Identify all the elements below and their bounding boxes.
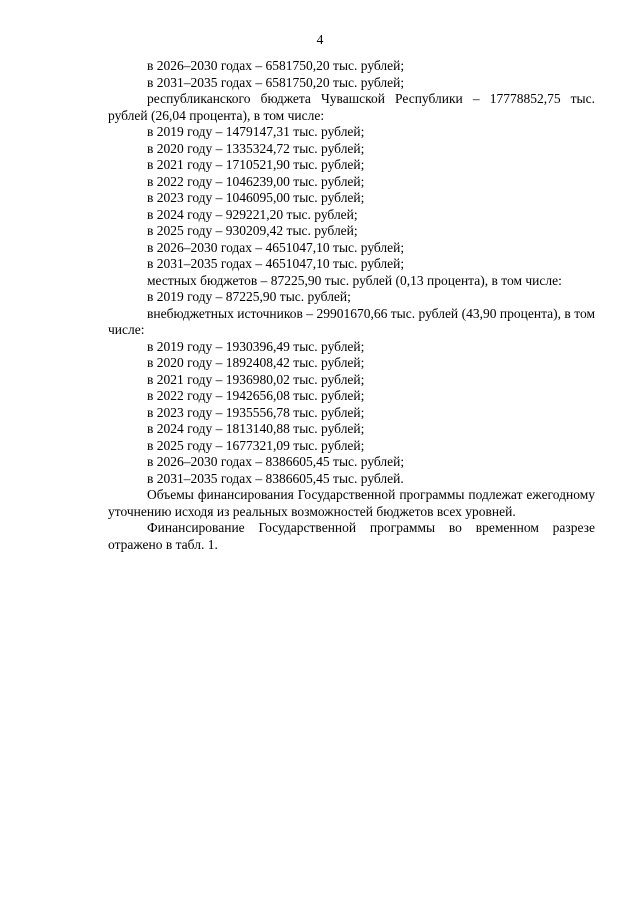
- funding-line: в 2022 году – 1046239,00 тыс. рублей;: [147, 173, 365, 189]
- volumes-note-paragraph: Объемы финансирования Государственной программы подлежат ежегодному уточнению исходя из реальных возможностей бюджетов всех уровней.: [108, 487, 595, 519]
- funding-line: в 2020 году – 1335324,72 тыс. рублей;: [147, 140, 365, 156]
- local-budget-paragraph: местных бюджетов – 87225,90 тыс. рублей (0,13 процента), в том числе:: [147, 272, 562, 288]
- funding-line: в 2019 году – 87225,90 тыс. рублей;: [147, 289, 351, 304]
- funding-line: в 2024 году – 929221,20 тыс. рублей;: [147, 206, 358, 222]
- funding-line: в 2026–2030 годах – 6581750,20 тыс. рублей;: [147, 58, 405, 73]
- funding-line: в 2020 году – 1892408,42 тыс. рублей;: [147, 355, 365, 370]
- table-reference-paragraph: Финансирование Государственной программы во временном разрезе отражено в табл. 1.: [108, 520, 595, 552]
- funding-line: в 2023 году – 1046095,00 тыс. рублей;: [147, 190, 365, 205]
- funding-line: в 2019 году – 1479147,31 тыс. рублей;: [147, 124, 365, 139]
- funding-line: в 2025 году – 1677321,09 тыс. рублей;: [147, 437, 365, 453]
- funding-line: в 2024 году – 1813140,88 тыс. рублей;: [147, 421, 365, 436]
- funding-line: в 2022 году – 1942656,08 тыс. рублей;: [147, 388, 365, 403]
- funding-line: в 2031–2035 годах – 8386605,45 тыс. рублей.: [147, 470, 404, 486]
- funding-line: в 2026–2030 годах – 4651047,10 тыс. рублей;: [147, 239, 405, 255]
- funding-line: в 2021 году – 1710521,90 тыс. рублей;: [147, 157, 365, 172]
- funding-line: в 2031–2035 годах – 4651047,10 тыс. рублей;: [147, 256, 405, 271]
- funding-line: в 2019 году – 1930396,49 тыс. рублей;: [147, 338, 365, 354]
- extra-budget-paragraph: внебюджетных источников – 29901670,66 тыс. рублей (43,90 процента), в том числе:: [108, 305, 595, 337]
- funding-line: в 2021 году – 1936980,02 тыс. рублей;: [147, 371, 365, 387]
- funding-line: в 2026–2030 годах – 8386605,45 тыс. рублей;: [147, 454, 405, 469]
- page-number: 4: [316, 32, 324, 47]
- funding-line: в 2031–2035 годах – 6581750,20 тыс. рублей;: [147, 74, 405, 90]
- funding-line: в 2025 году – 930209,42 тыс. рублей;: [147, 223, 358, 238]
- funding-line: в 2023 году – 1935556,78 тыс. рублей;: [147, 404, 365, 420]
- document-body: [108, 58, 595, 553]
- republic-budget-paragraph: республиканского бюджета Чувашской Республики – 17778852,75 тыс. рублей (26,04 процента), в том числе:: [108, 91, 595, 123]
